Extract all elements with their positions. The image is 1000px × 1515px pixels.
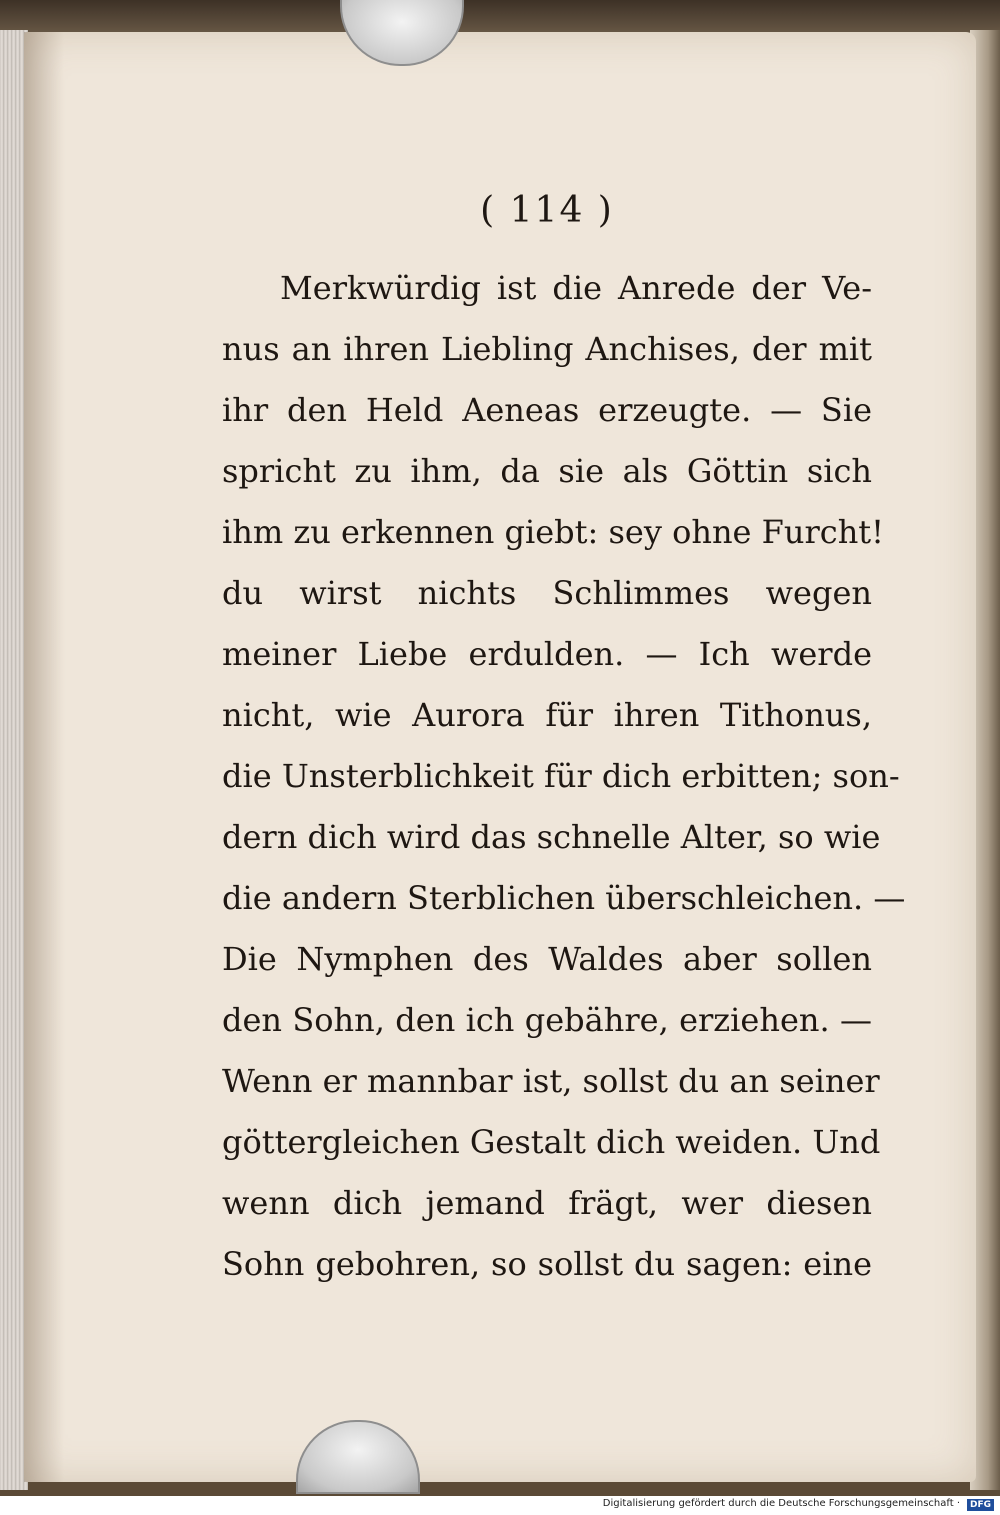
- text-line: göttergleichen Gestalt dich weiden. Und: [222, 1123, 881, 1161]
- book-cover-top-edge: [0, 0, 1000, 36]
- text-line: die Unsterblichkeit für dich erbitten; son-: [222, 757, 900, 795]
- text-line: Die Nymphen des Waldes aber sollen: [222, 940, 872, 978]
- text-line: du wirst nichts Schlimmes wegen: [222, 574, 872, 612]
- text-line: Merkwürdig ist die Anrede der Ve-: [280, 269, 872, 307]
- page-text: [222, 186, 906, 1295]
- digitization-footer: [0, 1496, 1000, 1515]
- text-line: die andern Sterblichen überschleichen. —: [222, 879, 906, 917]
- dfg-logo-icon: DFG: [967, 1499, 994, 1511]
- text-line: spricht zu ihm, da sie als Göttin sich: [222, 452, 872, 490]
- page-number: ( 114 ): [480, 190, 614, 231]
- text-line: Wenn er mannbar ist, sollst du an seiner: [222, 1062, 880, 1100]
- text-line: nicht, wie Aurora für ihren Tithonus,: [222, 696, 872, 734]
- text-line: den Sohn, den ich gebähre, erziehen. —: [222, 1001, 872, 1039]
- text-line: dern dich wird das schnelle Alter, so wie: [222, 818, 881, 856]
- gutter-shadow: [24, 32, 64, 1482]
- text-line: nus an ihren Liebling Anchises, der mit: [222, 330, 872, 368]
- text-line: wenn dich jemand frägt, wer diesen: [222, 1184, 872, 1222]
- funding-notice: Digitalisierung gefördert durch die Deutsche Forschungsgemeinschaft ·: [602, 1498, 960, 1509]
- text-line: meiner Liebe erdulden. — Ich werde: [222, 635, 872, 673]
- text-line: ihm zu erkennen giebt: sey ohne Furcht!: [222, 513, 885, 551]
- text-line: Sohn gebohren, so sollst du sagen: eine: [222, 1245, 872, 1283]
- text-line: ihr den Held Aeneas erzeugte. — Sie: [222, 391, 872, 429]
